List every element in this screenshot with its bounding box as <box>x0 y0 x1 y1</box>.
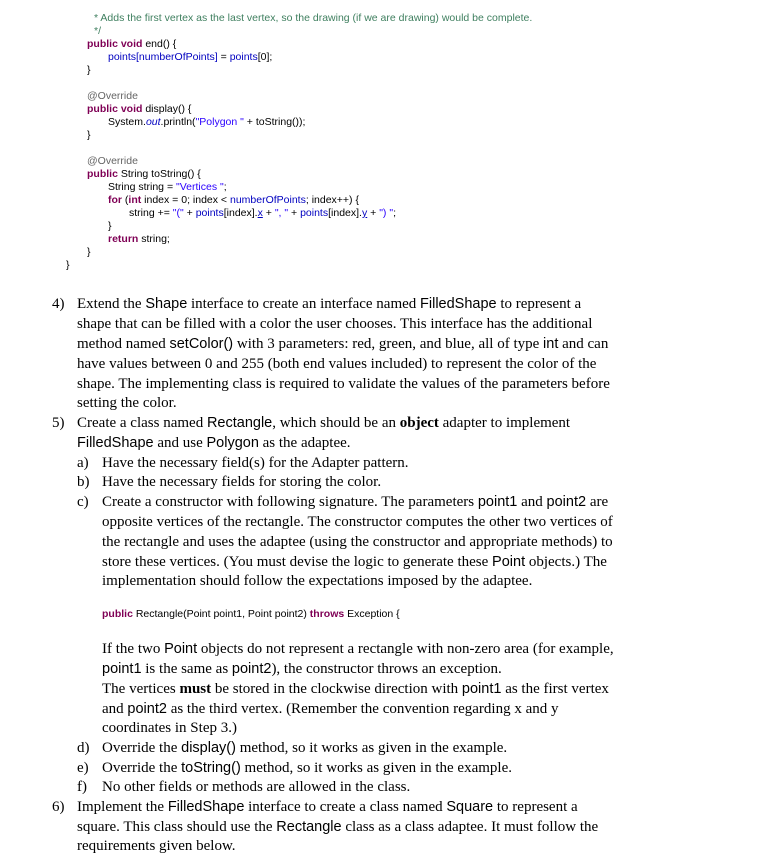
constructor-signature: public Rectangle(Point point1, Point point2) throws Exception { <box>102 608 400 620</box>
sub-item-d: Override the display() method, so it works as given in the example. <box>102 740 508 756</box>
step-number: 5) <box>52 415 65 431</box>
step-4-line: have values between 0 and 255 (both end values included) to represent the color of the <box>77 356 597 372</box>
code-end-signature: public void end() { <box>87 38 177 50</box>
sub-item-c-line: point1 is the same as point2), the constructor throws an exception. <box>102 661 502 677</box>
sub-label: e) <box>77 760 89 776</box>
step-4-line: method named setColor() with 3 parameters: red, green, and blue, all of type int and can <box>77 336 609 352</box>
step-number: 6) <box>52 799 65 815</box>
sub-item-b: Have the necessary fields for storing the color. <box>102 474 382 490</box>
sub-label: d) <box>77 740 90 756</box>
step-4-line: Extend the Shape interface to create an interface named FilledShape to represent a <box>77 296 582 312</box>
code-close-brace: } <box>87 129 91 141</box>
sub-item-c-line: opposite vertices of the rectangle. The constructor computes the other two vertices of <box>102 514 613 530</box>
step-5-line: Create a class named Rectangle, which should be an object adapter to implement <box>77 415 571 431</box>
code-for-loop: for (int index = 0; index < numberOfPoints; index++) { <box>108 194 359 206</box>
code-override-annotation: @Override <box>87 90 138 102</box>
sub-item-c-line: implementation should follow the expectations imposed by the adaptee. <box>102 573 533 589</box>
sub-item-c-line: Create a constructor with following signature. The parameters point1 and point2 are <box>102 494 609 510</box>
code-override-annotation: @Override <box>87 155 138 167</box>
code-comment-line: * Adds the first vertex as the last vertex, so the drawing (if we are drawing) would be complete. <box>94 12 533 24</box>
code-return: return string; <box>108 233 170 245</box>
sub-item-e: Override the toString() method, so it works as given in the example. <box>102 760 512 776</box>
code-close-brace: } <box>66 259 70 271</box>
step-5-line: FilledShape and use Polygon as the adaptee. <box>77 435 351 451</box>
code-close-brace: } <box>87 64 91 76</box>
sub-label: f) <box>77 779 87 795</box>
step-4-line: shape that can be filled with a color the user chooses. This interface has the additional <box>77 316 593 332</box>
step-6-line: square. This class should use the Rectangle class as a class adaptee. It must follow the <box>77 819 599 835</box>
step-6-line: requirements given below. <box>77 838 236 854</box>
step-number: 4) <box>52 296 65 312</box>
code-display-signature: public void display() { <box>87 103 192 115</box>
code-close-brace: } <box>108 220 112 232</box>
sub-item-a: Have the necessary field(s) for the Adapter pattern. <box>102 455 409 471</box>
code-concat-line: string += "(" + points[index].x + ", " + points[index].y + ") "; <box>129 207 396 219</box>
sub-label: b) <box>77 474 90 490</box>
sub-label: c) <box>77 494 89 510</box>
code-comment-end: */ <box>94 25 102 37</box>
code-tostring-signature: public String toString() { <box>87 168 201 180</box>
sub-item-c-line: the rectangle and uses the adaptee (using the constructor and appropriate methods) to <box>102 534 613 550</box>
sub-item-f: No other fields or methods are allowed in the class. <box>102 779 411 795</box>
sub-item-c-line: and point2 as the third vertex. (Remember the convention regarding x and y <box>102 701 559 717</box>
sub-item-c-line: coordinates in Step 3.) <box>102 720 237 736</box>
code-string-decl: String string = "Vertices "; <box>108 181 227 193</box>
code-display-body: System.out.println("Polygon " + toString()); <box>108 116 306 128</box>
code-end-body: points[numberOfPoints] = points[0]; <box>108 51 273 63</box>
sub-item-c-line: The vertices must be stored in the clockwise direction with point1 as the first vertex <box>102 681 609 697</box>
step-6-line: Implement the FilledShape interface to create a class named Square to represent a <box>77 799 578 815</box>
step-4-line: setting the color. <box>77 395 177 411</box>
step-4-line: shape. The implementing class is required to validate the values of the parameters before <box>77 376 610 392</box>
sub-item-c-line: store these vertices. (You must devise the logic to generate these Point objects.) The <box>102 554 607 570</box>
sub-label: a) <box>77 455 89 471</box>
code-close-brace: } <box>87 246 91 258</box>
sub-item-c-line: If the two Point objects do not represent a rectangle with non-zero area (for example, <box>102 641 614 657</box>
